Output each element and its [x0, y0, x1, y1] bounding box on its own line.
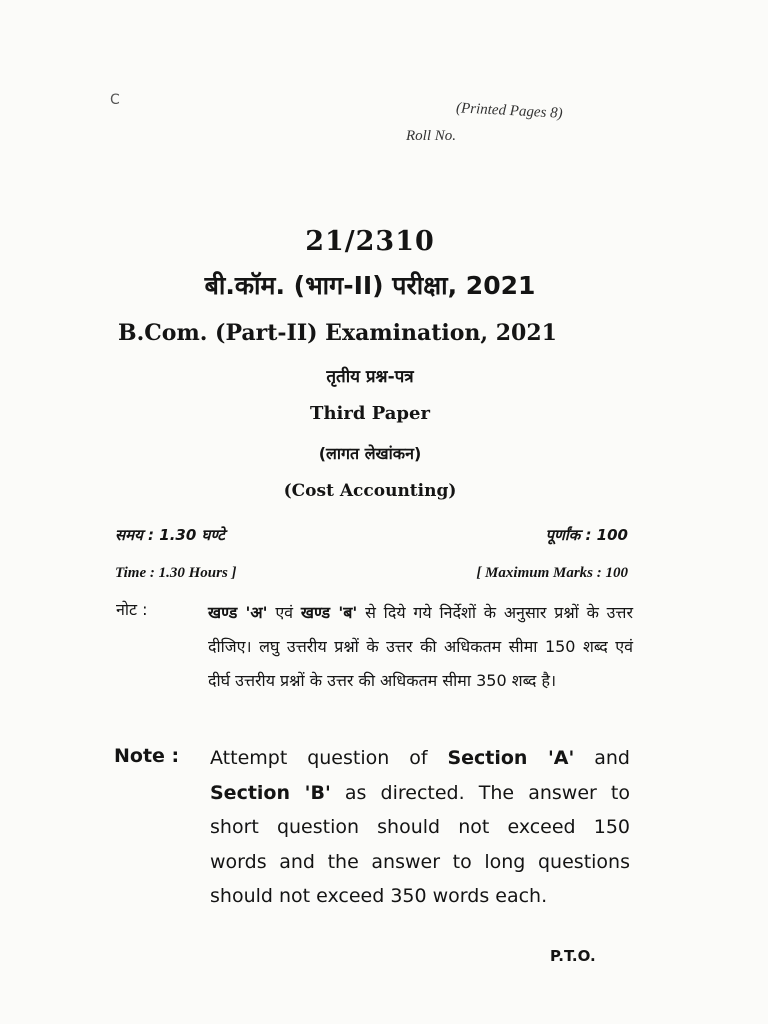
exam-title-hindi: बी.कॉम. (भाग-II) परीक्षा, 2021: [204, 271, 536, 300]
section-b-english: Section 'B': [210, 781, 331, 804]
section-a-english: Section 'A': [447, 747, 575, 769]
paper-name-english: Third Paper: [310, 403, 430, 424]
note-text-english: [210, 741, 630, 914]
paper-code: 21/2310: [305, 226, 435, 257]
time-marks-row-english: [115, 565, 628, 582]
time-english: Time : 1.30 Hours ]: [115, 565, 237, 581]
roll-number-label: Roll No.: [406, 128, 457, 144]
time-marks-row-hindi: [115, 525, 628, 545]
section-b-hindi: खण्ड 'ब': [300, 603, 358, 622]
paper-name-hindi: तृतीय प्रश्न-पत्र: [326, 367, 414, 387]
marks-hindi: पूर्णांक : 100: [545, 526, 628, 544]
note-label-english: Note :: [114, 745, 180, 767]
corner-mark: C: [110, 92, 120, 108]
subject-hindi: (लागत लेखांकन): [318, 444, 422, 463]
note-text-hindi: [208, 596, 633, 698]
exam-title-english: B.Com. (Part-II) Examination, 2021: [118, 320, 557, 346]
subject-english: (Cost Accounting): [283, 481, 457, 501]
section-a-hindi: खण्ड 'अ': [208, 603, 268, 622]
note-hindi-conj: एवं: [267, 603, 301, 622]
marks-english: [ Maximum Marks : 100: [476, 565, 628, 581]
printed-pages-count: (Printed Pages 8): [455, 100, 564, 122]
time-hindi: समय : 1.30 घण्टे: [115, 526, 225, 544]
note-english-conj: and: [574, 747, 630, 769]
note-label-hindi: नोट :: [116, 600, 148, 619]
note-english-rest: as directed. The answer to short question should not exceed 150 words and the answer to long questions should not exceed 350 words each.: [210, 781, 630, 907]
note-english-lead: Attempt question of: [210, 747, 448, 769]
note-hindi-rest: से दिये गये निर्देशों के अनुसार प्रश्नों के उत्तर दीजिए। लघु उत्तरीय प्रश्नों के उत्तर की अधिकतम सीमा 150 शब्द एवं दीर्घ उत्तरीय प्रश्नों के उत्तर की अधिकतम सीमा 350 शब्द है।: [208, 603, 633, 690]
pto-label: P.T.O.: [550, 947, 596, 965]
